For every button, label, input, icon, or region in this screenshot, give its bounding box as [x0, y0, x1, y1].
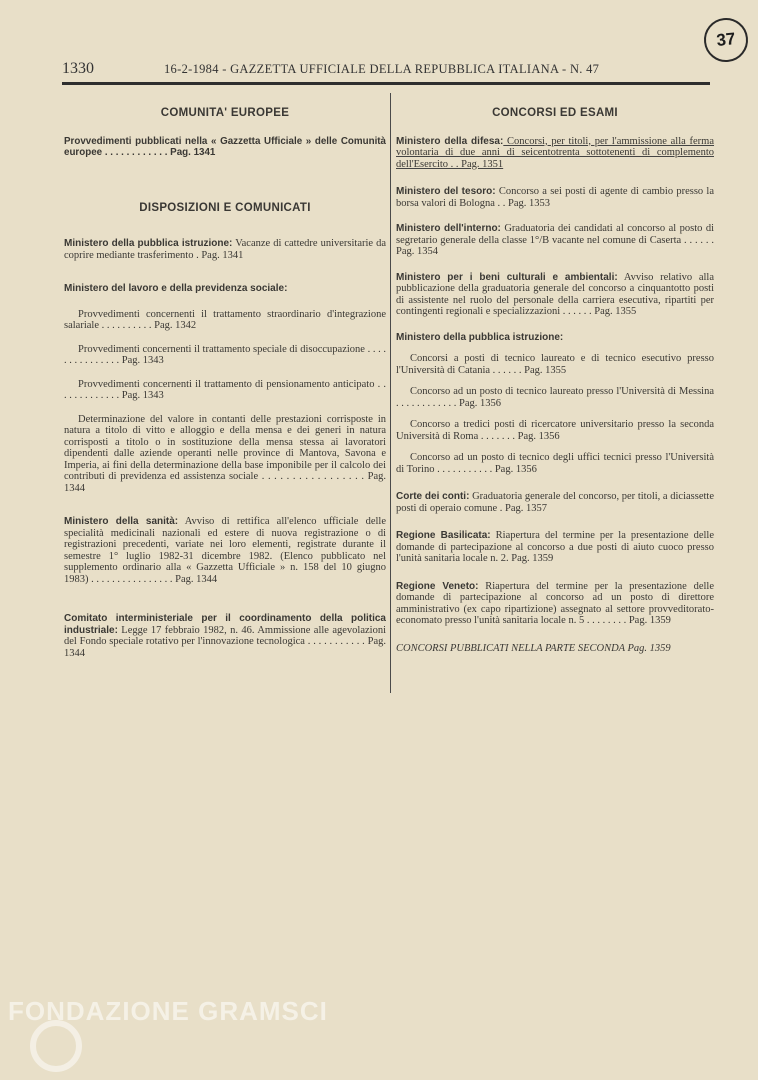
entry-istruzione-text: Vacanze di cattedre universitarie da coprire mediante trasferimento . Pag. 1341	[64, 238, 386, 261]
entry-comitato	[64, 613, 386, 659]
entry-interno-text: Graduatoria dei candidati al concorso al posto di segretario generale della classe 1°/B vacante nel comune di Caserta . . . . . . Pag. 1354	[396, 223, 714, 257]
entry-comitato-text: Legge 17 febbraio 1982, n. 46. Ammissione alle agevolazioni del Fondo speciale rotativo per l'innovazione tecnologica . . . . . . . . . . . Pag. 1344	[64, 624, 386, 659]
archive-stamp: 37	[702, 16, 750, 64]
entry-tesoro-text: Concorso a sei posti di agente di cambio presso la borsa valori di Bologna . . Pag. 1353	[396, 186, 714, 209]
entry-beni-culturali-bold: Ministero per i beni culturali e ambientali:	[396, 271, 618, 283]
subsection-lavoro: Ministero del lavoro e della previdenza sociale:	[64, 283, 288, 294]
entry-beni-culturali	[396, 272, 714, 318]
entry-comitato-bold: Comitato interministeriale per il coordinamento della politica industriale:	[64, 613, 386, 636]
section-title-disposizioni: DISPOSIZIONI E COMUNICATI	[139, 201, 311, 214]
entry-corte-conti	[396, 491, 714, 514]
entry-pi-4: Concorso ad un posto di tecnico degli uffici tecnici presso l'Università di Torino . . . . . . . . . . . Pag. 1356	[396, 452, 714, 475]
entry-comunita: Provvedimenti pubblicati nella « Gazzetta Ufficiale » delle Comunità europee . . . . . . . . . . . . Pag. 1341	[64, 135, 386, 158]
section-title-comunita: COMUNITA' EUROPEE	[160, 107, 290, 119]
entry-veneto-bold: Regione Veneto:	[396, 580, 479, 592]
subsection-pubblica-istruzione: Ministero della pubblica istruzione:	[396, 331, 564, 343]
right-column	[396, 100, 714, 654]
entry-tesoro-bold: Ministero del tesoro:	[396, 186, 496, 197]
entry-lavoro-3: Provvedimenti concernenti il trattamento di pensionamento anticipato . . . . . . . . . . . . . Pag. 1343	[64, 378, 386, 401]
entry-pi-1: Concorsi a posti di tecnico laureato e di tecnico esecutivo presso l'Università di Catania . . . . . . Pag. 1355	[396, 353, 714, 376]
entry-interno-bold: Ministero dell'interno:	[396, 223, 501, 234]
entry-istruzione	[64, 238, 386, 261]
page-header	[62, 60, 712, 82]
page-number: 1330	[62, 60, 94, 77]
entry-sanita-text: Avviso di rettifica all'elenco ufficiale delle specialità medicinali nazionali ed estere di nuova registrazione o di registrazioni precedenti, variate nei loro elementi, registrate durante il semestre 1° luglio 1982-31 dicembre 1982. (Elenco pubblicato nel supplemento ordinario alla « Gazzetta Ufficiale » n. 158 del 10 giugno 1983) . . . . . . . . . . . . . . . . Pag. 1344	[64, 516, 386, 585]
section-title-concorsi: CONCORSI ED ESAMI	[492, 107, 618, 119]
entry-difesa	[396, 136, 714, 171]
entry-corte-conti-bold: Corte dei conti:	[396, 491, 470, 502]
entry-veneto	[396, 581, 714, 627]
entry-lavoro-2: Provvedimenti concernenti il trattamento speciale di disoccupazione . . . . . . . . . . . . . . . Pag. 1343	[64, 343, 386, 366]
entry-beni-culturali-text: Avviso relativo alla pubblicazione della graduatoria generale del concorso a cinquantotto posti di assistente nel ruolo del personale della carriera esecutiva, ripartiti per contingenti regionali e specializzazioni . . . . . . Pag. 1355	[396, 271, 714, 317]
entry-pi-3: Concorso a tredici posti di ricercatore universitario presso la seconda Università di Roma . . . . . . . Pag. 1356	[396, 419, 714, 442]
entry-difesa-text: Concorsi, per titoli, per l'ammissione alla ferma volontaria di due anni di seicentotrenta sottotenenti di complemento dell'Esercito . . Pag. 1351	[396, 135, 715, 170]
gazette-title: 16-2-1984 - GAZZETTA UFFICIALE DELLA REPUBBLICA ITALIANA - N. 47	[164, 62, 600, 76]
entry-parte-seconda: CONCORSI PUBBLICATI NELLA PARTE SECONDA Pag. 1359	[396, 642, 671, 654]
entry-sanita-bold: Ministero della sanità:	[64, 516, 179, 527]
entry-sanita	[64, 516, 386, 585]
header-rule	[62, 82, 710, 85]
entry-pi-2: Concorso ad un posto di tecnico laureato presso l'Università di Messina . . . . . . . . . . . . Pag. 1356	[396, 386, 714, 409]
entry-interno	[396, 223, 714, 258]
entry-lavoro-1: Provvedimenti concernenti il trattamento straordinario d'integrazione salariale . . . . . . . . . . Pag. 1342	[64, 308, 386, 331]
left-column	[64, 100, 386, 659]
entry-veneto-text: Riapertura del termine per la presentazione delle domande di partecipazione al concorso ad un posto di direttore amministrativo (ex capo ripartizione) assegnato al settore provveditorato-economato presso l'unità sanitaria locale n. 5 . . . . . . . . Pag. 1359	[396, 580, 714, 626]
archive-watermark: FONDAZIONE GRAMSCI	[8, 996, 328, 1026]
entry-basilicata-bold: Regione Basilicata:	[396, 530, 491, 541]
entry-tesoro	[396, 186, 714, 209]
entry-basilicata-text: Riapertura del termine per la presentazione delle domande di partecipazione al concorso a due posti di aiuto cuoco presso l'unità sanitaria locale n. 2. Pag. 1359	[396, 530, 714, 564]
entry-istruzione-bold: Ministero della pubblica istruzione:	[64, 238, 233, 249]
entry-basilicata	[396, 530, 714, 565]
entry-corte-conti-text: Graduatoria generale del concorso, per titoli, a diciassette posti di operaio comune . Pag. 1357	[396, 491, 714, 514]
entry-difesa-bold: Ministero della difesa:	[396, 135, 504, 147]
watermark-logo-icon	[30, 1020, 82, 1072]
column-divider	[390, 93, 391, 693]
entry-lavoro-4: Determinazione del valore in contanti delle prestazioni corrisposte in natura a titolo di vitto e alloggio e della mensa e dei generi in natura corrisposti a titolo o in sostituzione della mensa stessa ai lavoratori dipendenti dalle aziende operanti nelle province di Mantova, Savona e Imperia, ai fini della determinazione della base imponibile per il calcolo dei contributi di previdenza ed assistenza sociale . . . . . . . . . . . . . . . . . Pag. 1344	[64, 413, 386, 494]
